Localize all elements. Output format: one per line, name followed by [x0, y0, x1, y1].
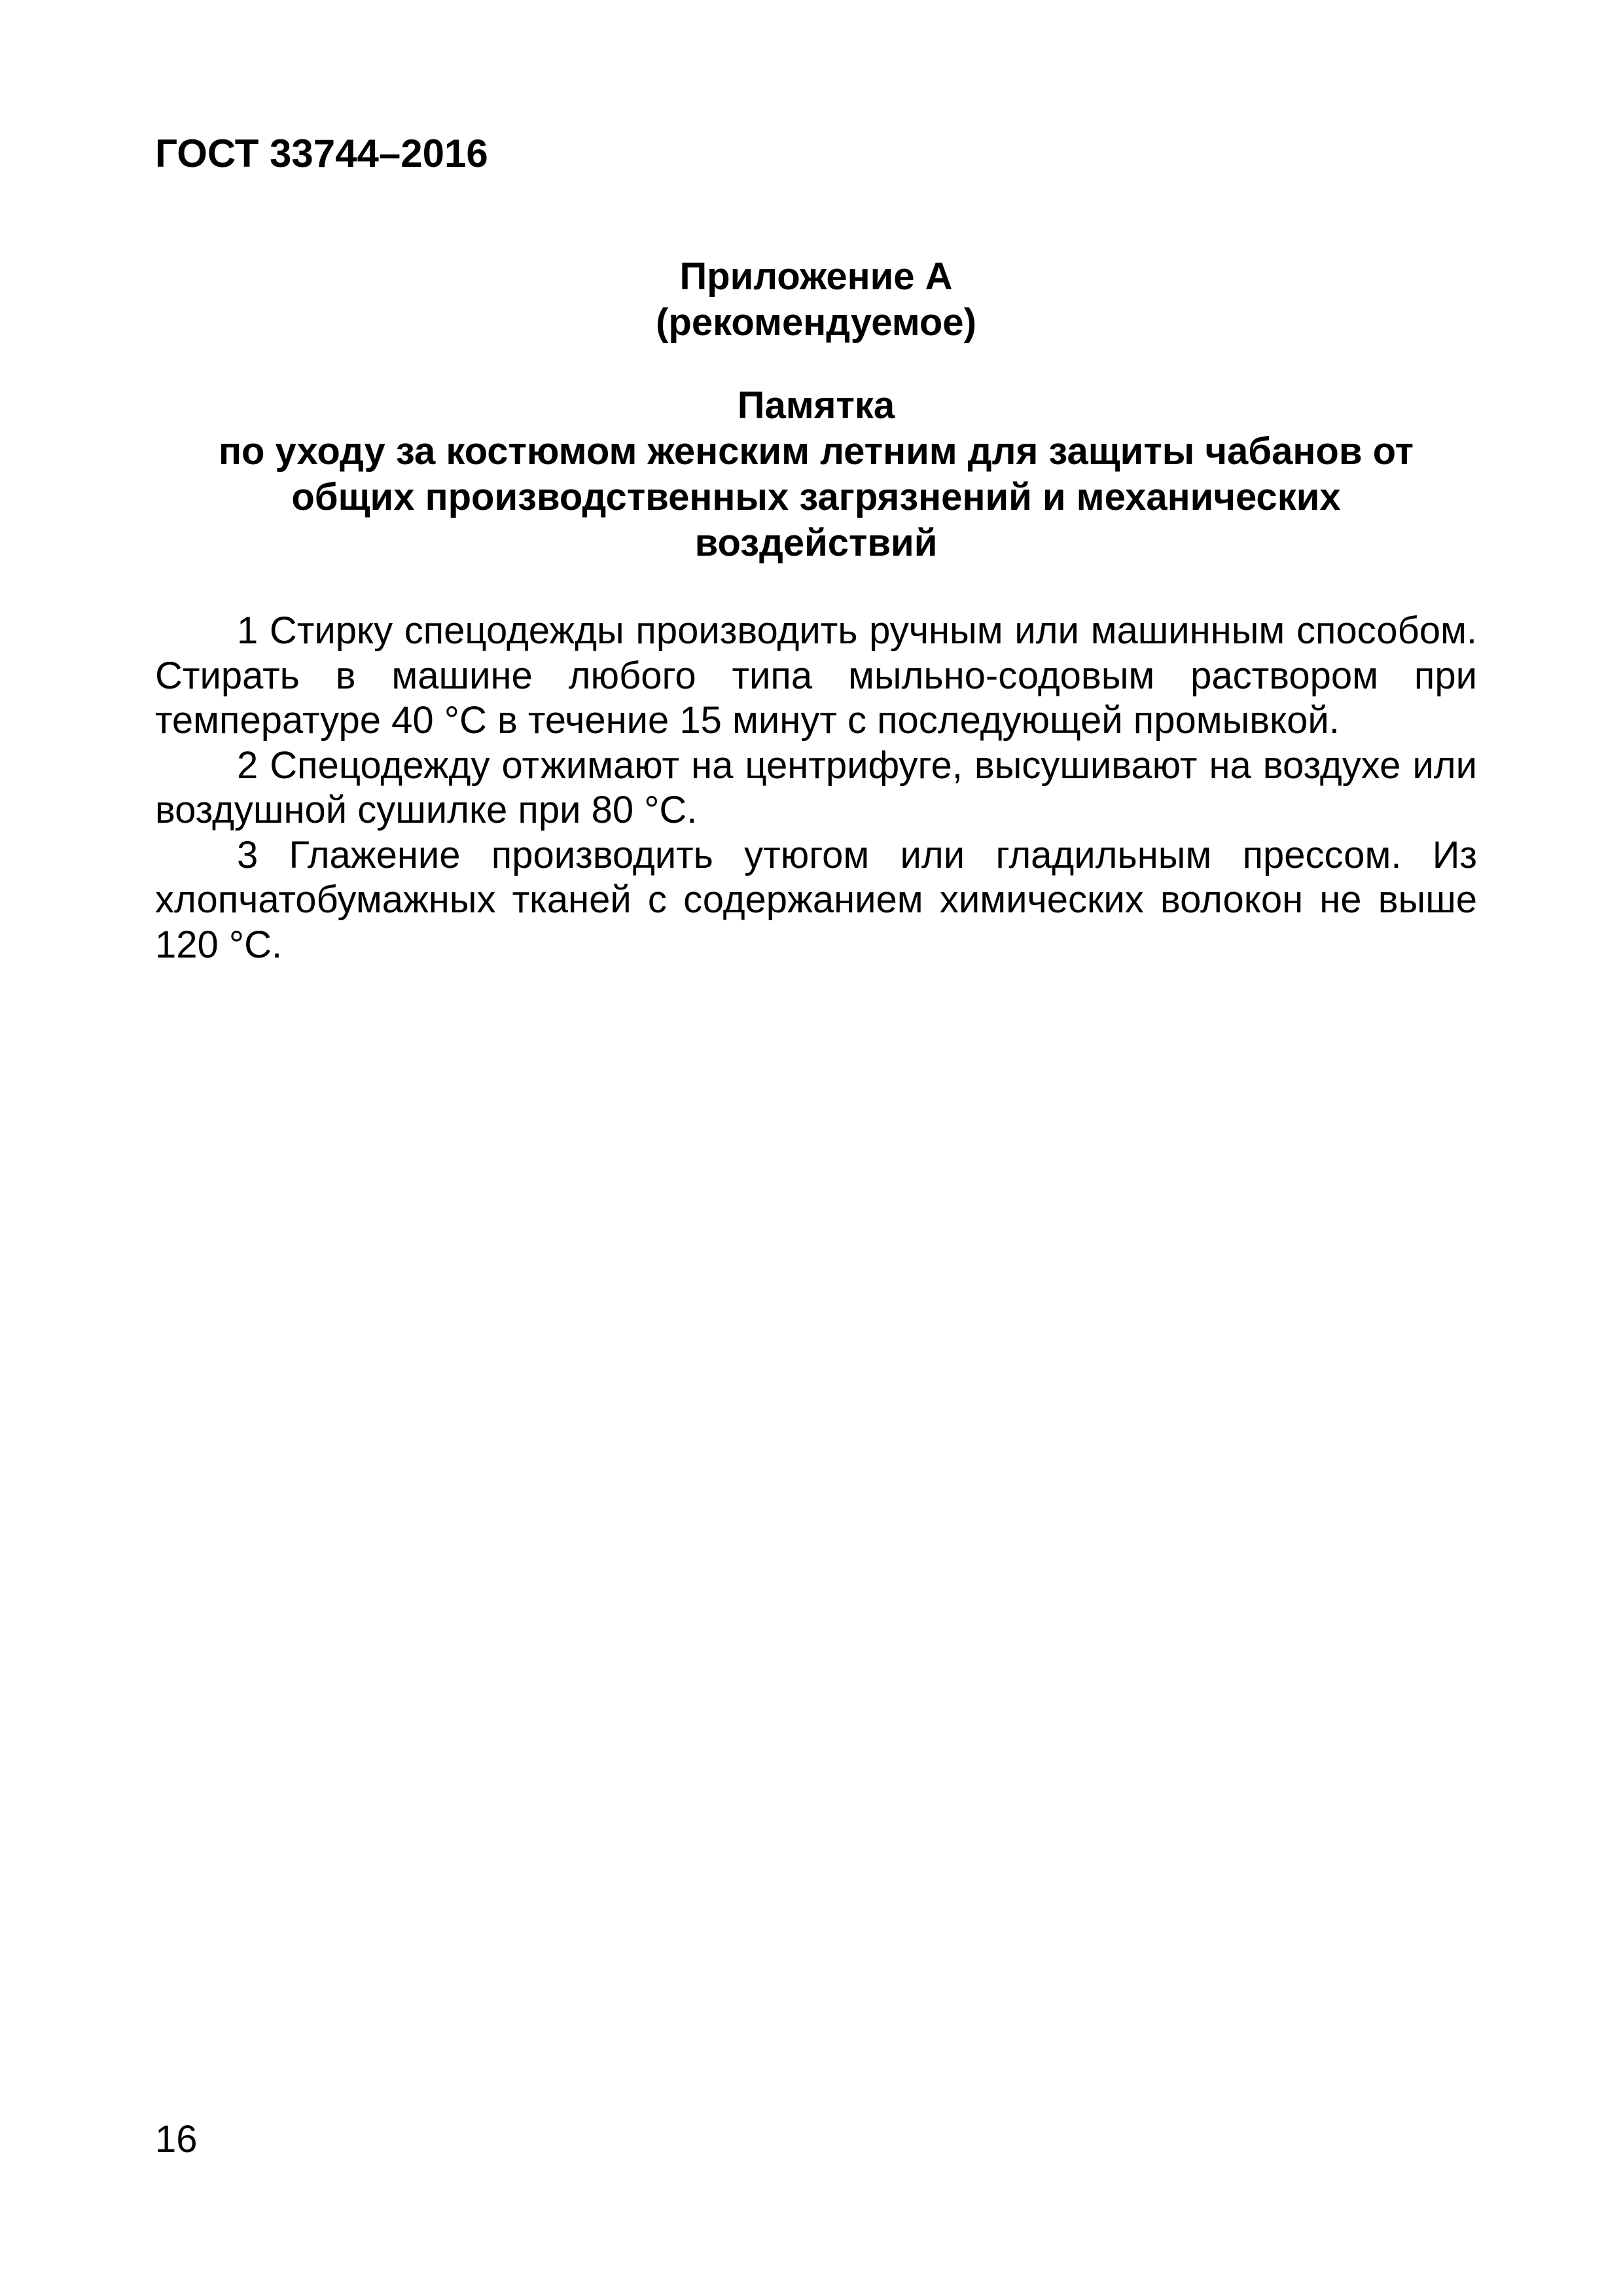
page-number: 16: [155, 2118, 198, 2161]
annex-status: (рекомендуемое): [656, 301, 976, 344]
standard-designation: ГОСТ 33744–2016: [155, 132, 488, 175]
memo-title: Памятка: [737, 384, 895, 427]
care-instruction-item: 2 Спецодежду отжимают на центрифуге, высушивают на воздухе или воздушной сушилке при 80 °С.: [155, 744, 1477, 831]
care-instruction-item: 1 Стирку спецодежды производить ручным или машинным способом. Стирать в машине любого типа мыльно-содовым раствором при температуре 40 °С в течение 15 минут с последующей промывкой.: [155, 609, 1477, 742]
annex-heading: [155, 254, 1477, 346]
memo-subtitle-line: воздействий: [694, 522, 938, 564]
memo-subtitle-line: общих производственных загрязнений и механических: [291, 476, 1341, 518]
memo-body: [155, 609, 1477, 967]
annex-title: Приложение А: [679, 255, 953, 298]
memo-subtitle-line: по уходу за костюмом женским летним для защиты чабанов от: [218, 430, 1414, 473]
memo-heading: [155, 383, 1477, 566]
care-instruction-item: 3 Глажение производить утюгом или гладильным прессом. Из хлопчатобумажных тканей с содержанием химических волокон не выше 120 °С.: [155, 833, 1477, 966]
